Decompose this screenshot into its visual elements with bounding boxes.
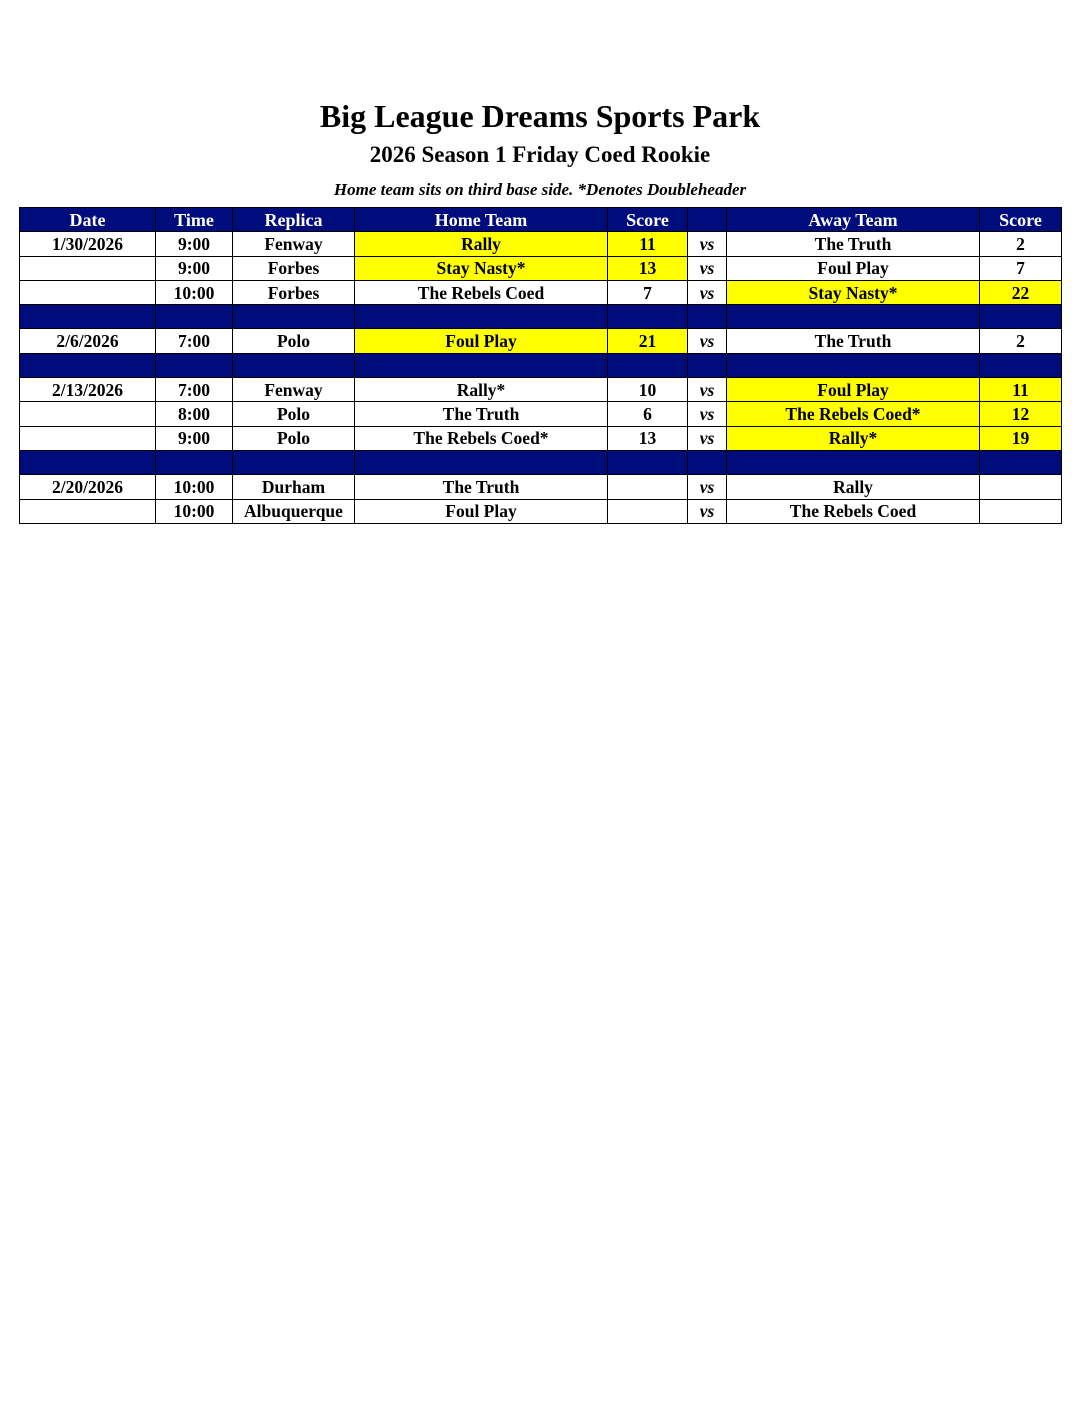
- away-score-cell: 7: [980, 256, 1062, 280]
- away-score-cell: 2: [980, 232, 1062, 256]
- home-team-cell: Foul Play: [355, 329, 608, 353]
- replica-cell: Forbes: [233, 256, 355, 280]
- separator-cell: [355, 450, 608, 474]
- separator-cell: [608, 353, 688, 377]
- header-time: Time: [156, 208, 233, 232]
- vs-cell: vs: [688, 426, 727, 450]
- separator-cell: [980, 305, 1062, 329]
- replica-cell: Fenway: [233, 232, 355, 256]
- away-team-cell: The Truth: [727, 232, 980, 256]
- time-cell: 9:00: [156, 426, 233, 450]
- time-cell: 10:00: [156, 475, 233, 499]
- separator-cell: [156, 450, 233, 474]
- header-home-score: Score: [608, 208, 688, 232]
- time-cell: 7:00: [156, 378, 233, 402]
- page-title: Big League Dreams Sports Park: [319, 98, 761, 134]
- away-score-cell: [980, 475, 1062, 499]
- table-row: [20, 280, 1062, 304]
- header-away-score: Score: [980, 208, 1062, 232]
- separator-cell: [727, 450, 980, 474]
- away-score-cell: 22: [980, 280, 1062, 304]
- away-team-cell: Foul Play: [727, 256, 980, 280]
- time-cell: 10:00: [156, 499, 233, 523]
- vs-cell: vs: [688, 232, 727, 256]
- away-team-cell: The Rebels Coed: [727, 499, 980, 523]
- date-cell: 2/13/2026: [20, 378, 156, 402]
- separator-cell: [20, 305, 156, 329]
- replica-cell: Polo: [233, 426, 355, 450]
- separator-cell: [355, 353, 608, 377]
- separator-cell: [233, 353, 355, 377]
- home-score-cell: 11: [608, 232, 688, 256]
- separator-cell: [688, 353, 727, 377]
- separator-cell: [688, 450, 727, 474]
- home-score-cell: 7: [608, 280, 688, 304]
- home-team-cell: The Rebels Coed: [355, 280, 608, 304]
- header-home-team: Home Team: [355, 208, 608, 232]
- separator-cell: [980, 450, 1062, 474]
- table-row: [20, 329, 1062, 353]
- date-cell: 1/30/2026: [20, 232, 156, 256]
- away-team-cell: Rally: [727, 475, 980, 499]
- away-score-cell: [980, 499, 1062, 523]
- table-row: [20, 499, 1062, 523]
- home-team-cell: Rally: [355, 232, 608, 256]
- table-row: [20, 475, 1062, 499]
- replica-cell: Forbes: [233, 280, 355, 304]
- page-subtitle: 2026 Season 1 Friday Coed Rookie: [369, 142, 711, 167]
- time-cell: 7:00: [156, 329, 233, 353]
- vs-cell: vs: [688, 499, 727, 523]
- table-row: [20, 256, 1062, 280]
- vs-cell: vs: [688, 280, 727, 304]
- vs-cell: vs: [688, 402, 727, 426]
- home-team-cell: The Truth: [355, 402, 608, 426]
- home-team-cell: Foul Play: [355, 499, 608, 523]
- date-cell: [20, 256, 156, 280]
- vs-cell: vs: [688, 378, 727, 402]
- time-cell: 9:00: [156, 256, 233, 280]
- home-team-cell: The Rebels Coed*: [355, 426, 608, 450]
- away-team-cell: Rally*: [727, 426, 980, 450]
- date-cell: 2/6/2026: [20, 329, 156, 353]
- table-row: [20, 426, 1062, 450]
- home-team-cell: Stay Nasty*: [355, 256, 608, 280]
- table-row: [20, 402, 1062, 426]
- date-cell: [20, 402, 156, 426]
- away-team-cell: The Truth: [727, 329, 980, 353]
- date-cell: [20, 426, 156, 450]
- separator-cell: [608, 305, 688, 329]
- header-replica: Replica: [233, 208, 355, 232]
- separator-cell: [727, 353, 980, 377]
- away-score-cell: 11: [980, 378, 1062, 402]
- replica-cell: Polo: [233, 402, 355, 426]
- replica-cell: Albuquerque: [233, 499, 355, 523]
- separator-cell: [233, 305, 355, 329]
- home-score-cell: 13: [608, 426, 688, 450]
- separator-row: [20, 305, 1062, 329]
- vs-cell: vs: [688, 475, 727, 499]
- header-date: Date: [20, 208, 156, 232]
- away-score-cell: 12: [980, 402, 1062, 426]
- time-cell: 10:00: [156, 280, 233, 304]
- home-score-cell: [608, 499, 688, 523]
- separator-cell: [233, 450, 355, 474]
- separator-cell: [980, 353, 1062, 377]
- replica-cell: Fenway: [233, 378, 355, 402]
- vs-cell: vs: [688, 256, 727, 280]
- separator-cell: [156, 305, 233, 329]
- away-team-cell: Foul Play: [727, 378, 980, 402]
- away-score-cell: 2: [980, 329, 1062, 353]
- home-score-cell: 6: [608, 402, 688, 426]
- separator-cell: [355, 305, 608, 329]
- date-cell: [20, 280, 156, 304]
- separator-cell: [608, 450, 688, 474]
- separator-cell: [727, 305, 980, 329]
- home-team-cell: Rally*: [355, 378, 608, 402]
- table-row: [20, 232, 1062, 256]
- separator-cell: [20, 353, 156, 377]
- header-vs: [688, 208, 727, 232]
- separator-cell: [20, 450, 156, 474]
- home-score-cell: 13: [608, 256, 688, 280]
- date-cell: 2/20/2026: [20, 475, 156, 499]
- header-row: [20, 208, 1062, 232]
- separator-row: [20, 353, 1062, 377]
- replica-cell: Polo: [233, 329, 355, 353]
- vs-cell: vs: [688, 329, 727, 353]
- replica-cell: Durham: [233, 475, 355, 499]
- separator-row: [20, 450, 1062, 474]
- away-team-cell: The Rebels Coed*: [727, 402, 980, 426]
- schedule-note: Home team sits on third base side. *Denotes Doubleheader: [333, 180, 747, 199]
- date-cell: [20, 499, 156, 523]
- home-score-cell: 10: [608, 378, 688, 402]
- home-score-cell: 21: [608, 329, 688, 353]
- separator-cell: [156, 353, 233, 377]
- away-team-cell: Stay Nasty*: [727, 280, 980, 304]
- header-away-team: Away Team: [727, 208, 980, 232]
- table-row: [20, 378, 1062, 402]
- separator-cell: [688, 305, 727, 329]
- schedule-table: [19, 207, 1062, 524]
- time-cell: 9:00: [156, 232, 233, 256]
- time-cell: 8:00: [156, 402, 233, 426]
- home-score-cell: [608, 475, 688, 499]
- home-team-cell: The Truth: [355, 475, 608, 499]
- away-score-cell: 19: [980, 426, 1062, 450]
